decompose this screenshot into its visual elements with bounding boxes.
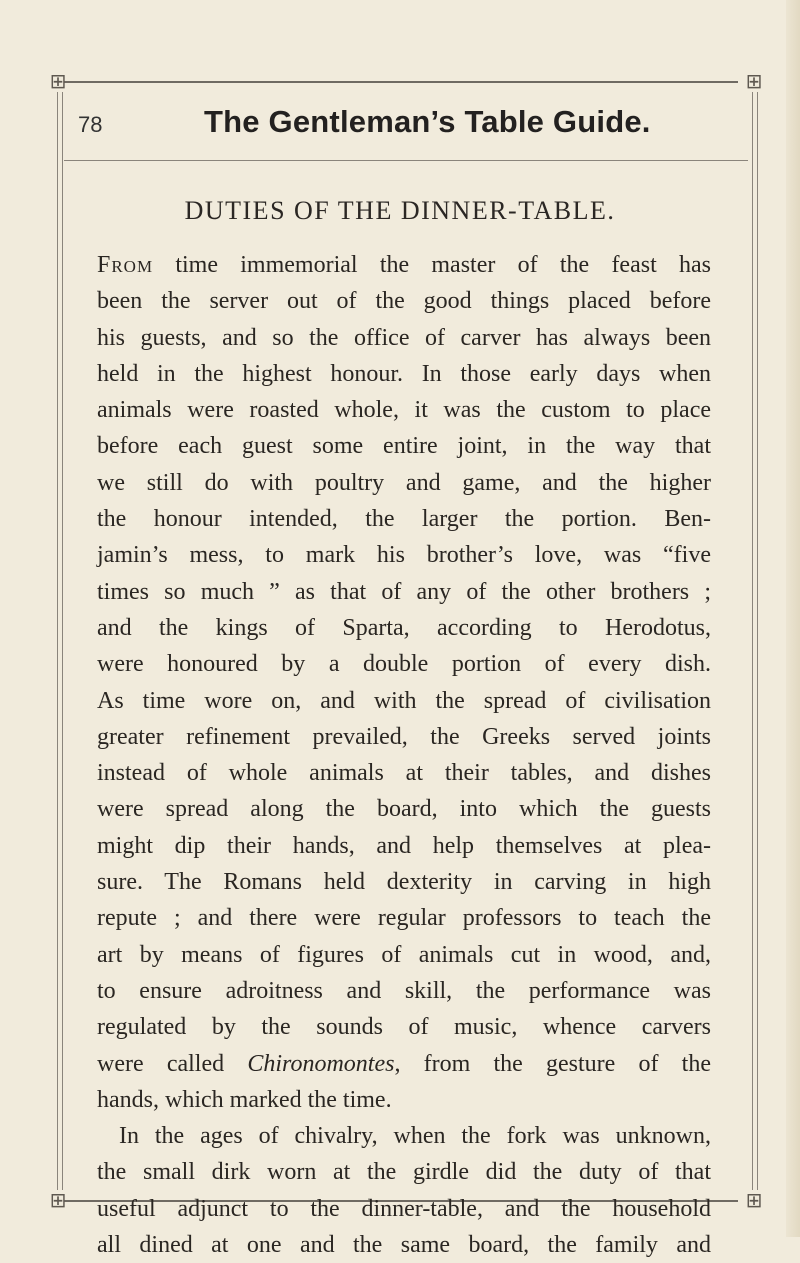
text-line: the small dirk worn at the girdle did the duty of that xyxy=(97,1159,711,1186)
running-title: The Gentleman’s Table Guide. xyxy=(204,104,651,139)
text-fragment: were called xyxy=(97,1050,248,1077)
text-line xyxy=(97,247,711,283)
text-line xyxy=(97,1046,711,1082)
text-line: were spread along the board, into which the guests xyxy=(97,796,711,823)
right-rule-inner xyxy=(757,92,758,1190)
page-edge xyxy=(786,0,800,1237)
text-line: useful adjunct to the dinner-table, and the household xyxy=(97,1195,711,1222)
text-line: art by means of figures of animals cut in wood, and, xyxy=(97,941,711,968)
text-line: all dined at one and the same board, the family and xyxy=(97,1232,711,1259)
page-number: 78 xyxy=(78,112,103,137)
top-rule xyxy=(64,81,738,83)
text-line: to ensure adroitness and skill, the performance was xyxy=(97,977,711,1004)
text-line: sure. The Romans held dexterity in carving in high xyxy=(97,869,711,896)
text-fragment: , from the gesture of the xyxy=(394,1050,711,1077)
text-line: repute ; and there were regular professors to teach the xyxy=(97,905,711,932)
text-line: hands, which marked the time. xyxy=(97,1086,392,1113)
text-line: and the kings of Sparta, according to Herodotus, xyxy=(97,614,711,641)
right-rule xyxy=(752,92,753,1190)
left-rule-inner xyxy=(62,92,63,1190)
text-line: might dip their hands, and help themselves at plea- xyxy=(97,832,711,859)
text-line: In the ages of chivalry, when the fork was unknown, xyxy=(119,1123,711,1150)
body-text xyxy=(97,247,711,1263)
text-line: As time wore on, and with the spread of civilisation xyxy=(97,687,711,714)
text-line: were honoured by a double portion of every dish. xyxy=(97,651,711,678)
text-line-content: time immemorial the master of the feast has xyxy=(153,252,711,278)
header-rule xyxy=(64,160,748,161)
drop-word: From xyxy=(97,252,154,278)
corner-ornament-top-right: ⊞ xyxy=(745,69,763,93)
corner-ornament-top-left: ⊞ xyxy=(49,69,67,93)
text-line: times so much ” as that of any of the other brothers ; xyxy=(97,578,711,605)
text-line: before each guest some entire joint, in the way that xyxy=(97,433,711,460)
text-line: been the server out of the good things placed before xyxy=(97,288,711,315)
text-line: jamin’s mess, to mark his brother’s love, was “five xyxy=(97,542,711,569)
section-heading: DUTIES OF THE DINNER-TABLE. xyxy=(184,196,616,225)
text-line: instead of whole animals at their tables, and dishes xyxy=(97,760,711,787)
italic-term: Chironomontes xyxy=(247,1050,395,1077)
text-line: the honour intended, the larger the portion. Ben- xyxy=(97,506,711,533)
text-line: regulated by the sounds of music, whence carvers xyxy=(97,1014,711,1041)
corner-ornament-bottom-left: ⊞ xyxy=(49,1188,67,1212)
text-line: we still do with poultry and game, and the higher xyxy=(97,469,711,496)
text-line: his guests, and so the office of carver has always been xyxy=(97,324,711,351)
text-line: greater refinement prevailed, the Greeks served joints xyxy=(97,723,711,750)
left-rule xyxy=(57,92,58,1190)
text-line: animals were roasted whole, it was the custom to place xyxy=(97,397,711,424)
corner-ornament-bottom-right: ⊞ xyxy=(745,1188,763,1212)
text-line: held in the highest honour. In those early days when xyxy=(97,360,711,387)
